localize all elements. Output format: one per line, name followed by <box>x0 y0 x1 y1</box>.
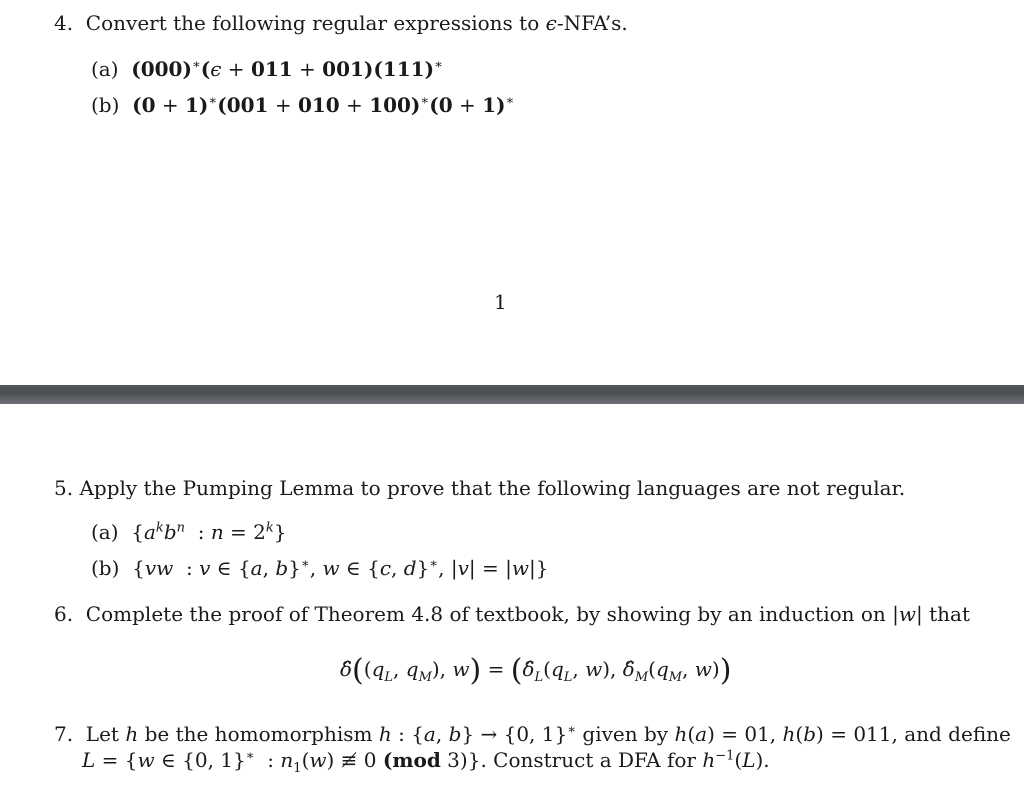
question-5a <box>91 520 287 544</box>
question-5-number: 5. <box>54 476 74 500</box>
question-4-text: Convert the following regular expressions to ϵ-NFA’s. <box>79 11 628 35</box>
question-5 <box>54 476 905 500</box>
page-divider <box>0 385 1024 404</box>
question-7-line-1 <box>54 722 1011 746</box>
question-7-text-2: L = {w ∈ {0, 1}∗ : $n_1(w)$ ≢ 0 (mod 3)}. Construct a DFA for $h^{-1}(L)$. <box>82 748 770 776</box>
question-4b <box>91 93 514 117</box>
question-4a-expression: (000)∗(ϵ + 011 + 001)(111)∗ <box>131 57 443 81</box>
page-1 <box>0 0 1024 385</box>
question-5b-label: (b) <box>91 556 120 580</box>
question-5a-label: (a) <box>91 520 119 544</box>
question-6-text: Complete the proof of Theorem 4.8 of textbook, by showing by an induction on |w| that <box>79 602 971 626</box>
question-5b <box>91 556 548 580</box>
question-4b-label: (b) <box>91 93 120 117</box>
question-6-number: 6. <box>54 602 74 626</box>
question-7-text-1: Let h be the homomorphism h : {a, b} → {0, 1}∗ given by h(a) = 01, h(b) = 011, and define <box>79 722 1011 746</box>
question-4a <box>91 57 443 81</box>
question-4-number: 4. <box>54 11 74 35</box>
question-6-equation: $\deltâ((q_L$, $q_M$), $w) = (\deltâ_L(q_L$, w), $\deltâ_M(q_M$, w)) <box>340 653 732 688</box>
question-7-number: 7. <box>54 722 74 746</box>
question-5a-expression: {$a^kb^n$ : $n = 2^k$} <box>124 520 287 544</box>
page-2 <box>0 404 1024 787</box>
page-number: 1 <box>494 290 507 314</box>
question-6 <box>54 602 970 626</box>
question-5b-expression: {vw : v ∈ {a, b}∗, w ∈ {c, d}∗, |v| = |w|} <box>125 556 549 580</box>
question-4a-label: (a) <box>91 57 119 81</box>
question-7-line-2 <box>82 748 770 776</box>
question-5-text: Apply the Pumping Lemma to prove that the following languages are not regular. <box>79 476 906 500</box>
question-4b-expression: (0 + 1)∗(001 + 010 + 100)∗(0 + 1)∗ <box>132 93 515 117</box>
question-4 <box>54 11 628 35</box>
